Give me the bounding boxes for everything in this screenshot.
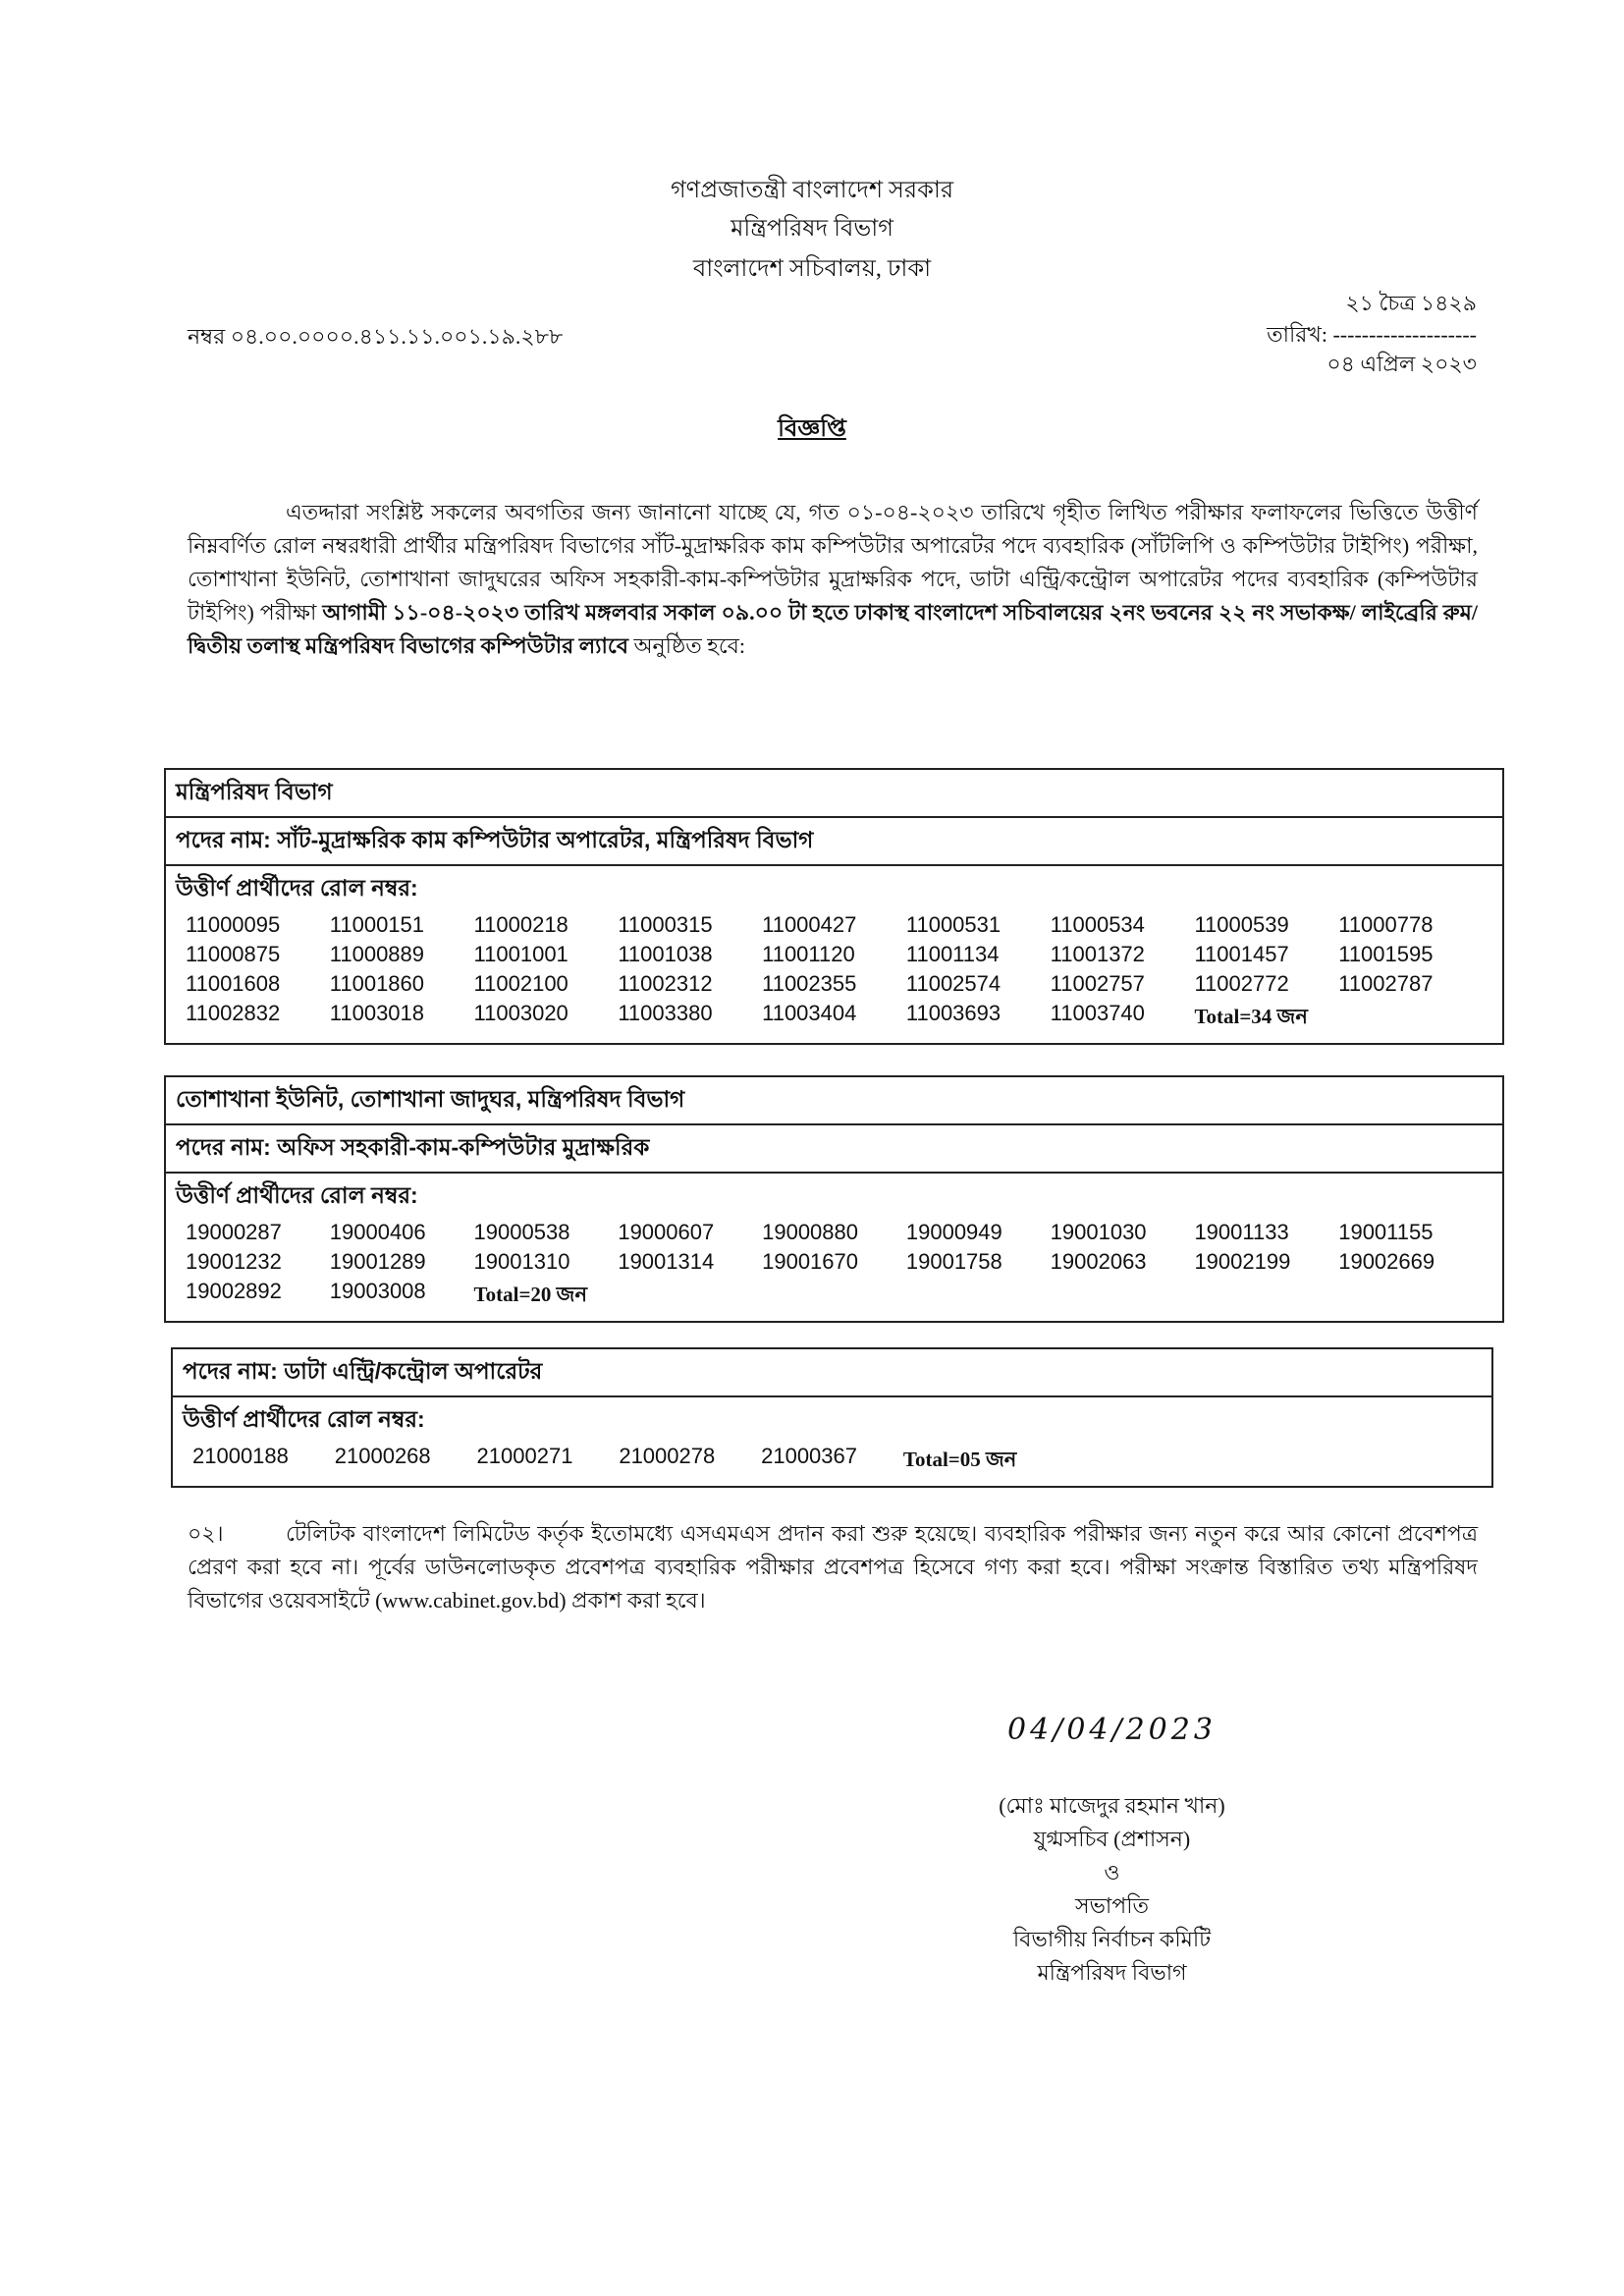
roll-number: 11000095	[186, 912, 281, 937]
signatory-designation: যুগ্মসচিব (প্রশাসন)	[1033, 1827, 1191, 1851]
note-number: ০২।	[188, 1521, 224, 1546]
date-gregorian: ০৪ এপ্রিল ২০২৩	[1326, 352, 1477, 376]
roll-number: 19000607	[618, 1220, 715, 1244]
roll-number: 19000880	[762, 1220, 858, 1244]
unit-name: মন্ত্রিপরিষদ বিভাগ	[165, 769, 1503, 817]
roll-label: উত্তীর্ণ প্রার্থীদের রোল নম্বর:	[176, 1182, 418, 1208]
roll-number: 11000889	[329, 942, 425, 966]
signatory-role: সভাপতি	[1074, 1893, 1150, 1918]
roll-number: 11000427	[762, 912, 857, 937]
roll-number-grid	[186, 1220, 1483, 1313]
roll-number: 11002312	[618, 971, 713, 996]
roll-number: 11001372	[1050, 942, 1145, 966]
office-address: বাংলাদেশ সচিবালয়, ঢাকা	[692, 256, 932, 282]
roll-number: 11002772	[1194, 971, 1289, 996]
roll-number: 19002892	[186, 1279, 282, 1303]
roll-number: 19001030	[1050, 1220, 1147, 1244]
roll-number: 11002355	[762, 971, 857, 996]
roll-number: 19000538	[473, 1220, 570, 1244]
total-count: Total=34 জন	[1194, 1005, 1308, 1028]
post-name: পদের নাম: অফিস সহকারী-কাম-কম্পিউটার মুদ্রাক্ষরিক	[165, 1124, 1503, 1173]
roll-number: 11002100	[473, 971, 568, 996]
roll-number: 19001289	[329, 1249, 426, 1274]
roll-label: উত্তীর্ণ প্রার্থীদের রোল নম্বর:	[183, 1406, 425, 1432]
roll-number: 19002063	[1050, 1249, 1147, 1274]
roll-number: 19001314	[618, 1249, 715, 1274]
intro-end: অনুষ্ঠিত হবে:	[627, 633, 746, 658]
note-text: টেলিটক বাংলাদেশ লিমিটেড কর্তৃক ইতোমধ্যে এসএমএস প্রদান করা শুরু হয়েছে। ব্যবহারিক পরীক্ষার জন্য নতুন করে আর কোনো প্রবেশপত্র প্রেরণ করা হবে না। পূর্বের ডাউনলোডকৃত প্রবেশপত্র ব্যবহারিক পরীক্ষার প্রবেশপত্র হিসেবে গণ্য করা হবে। পরীক্ষা সংক্রান্ত বিস্তারিত তথ্য মন্ত্রিপরিষদ বিভাগের ওয়েবসাইটে (www.cabinet.gov.bd) প্রকাশ করা হবে।	[188, 1521, 1478, 1613]
roll-number: 19000287	[186, 1220, 282, 1244]
roll-number: 11003018	[329, 1001, 425, 1025]
roll-number: 11002832	[186, 1001, 281, 1025]
roll-number: 11001001	[473, 942, 568, 966]
roll-number: 11000218	[473, 912, 568, 937]
roll-number: 19002199	[1194, 1249, 1291, 1274]
date-bangla: ২১ চৈত্র ১৪২৯	[1345, 291, 1477, 315]
intro-paragraph	[188, 496, 1478, 663]
results-table-cabinet	[164, 768, 1504, 1045]
roll-number: 11002574	[905, 971, 1001, 996]
roll-number: 11000534	[1050, 912, 1145, 937]
roll-number: 11000778	[1338, 912, 1434, 937]
roll-number: 11000151	[329, 912, 425, 937]
ministry-name: মন্ত্রিপরিষদ বিভাগ	[731, 216, 893, 242]
roll-number: 11001860	[329, 971, 425, 996]
roll-number: 21000188	[192, 1444, 289, 1468]
post-name: পদের নাম: ডাটা এন্ট্রি/কন্ট্রোল অপারেটর	[172, 1348, 1492, 1396]
roll-number: 11001038	[618, 942, 713, 966]
roll-number: 11000315	[618, 912, 713, 937]
intro-text: এতদ্দারা সংশ্লিষ্ট সকলের অবগতির জন্য জানানো যাচ্ছে যে, গত ০১-০৪-২০২৩ তারিখে গৃহীত লিখিত পরীক্ষার ফলাফলের ভিত্তিতে উত্তীর্ণ নিম্নবর্ণিত রোল নম্বরধারী প্রার্থীর মন্ত্রিপরিষদ বিভাগের সাঁট-মুদ্রাক্ষরিক কাম কম্পিউটার অপারেটর পদে ব্যবহারিক (সাঁটলিপি ও কম্পিউটার টাইপিং) পরীক্ষা, তোশাখানা ইউনিট, তোশাখানা জাদুঘরের অফিস সহকারী-কাম-কম্পিউটার মুদ্রাক্ষরিক পদে, ডাটা এন্ট্রি/কন্ট্রোল অপারেটর পদের ব্যবহারিক (কম্পিউটার টাইপিং) পরীক্ষা	[188, 500, 1478, 625]
roll-number-grid	[186, 912, 1483, 1035]
roll-number: 19001133	[1194, 1220, 1289, 1244]
post-name: পদের নাম: সাঁট-মুদ্রাক্ষরিক কাম কম্পিউটার অপারেটর, মন্ত্রিপরিষদ বিভাগ	[165, 817, 1503, 865]
total-count: Total=05 জন	[902, 1448, 1017, 1471]
signatory-block	[943, 1789, 1281, 1990]
roll-number: 21000268	[334, 1444, 431, 1468]
roll-number: 19001232	[186, 1249, 282, 1274]
roll-number: 19000949	[905, 1220, 1002, 1244]
roll-number: 11000539	[1194, 912, 1289, 937]
handwritten-signature-date: 04/04/2023	[1007, 1713, 1217, 1747]
roll-number: 19001758	[905, 1249, 1002, 1274]
results-table-data-entry	[171, 1347, 1493, 1488]
roll-number: 11003020	[473, 1001, 568, 1025]
roll-number: 19002669	[1338, 1249, 1435, 1274]
department-name: মন্ত্রিপরিষদ বিভাগ	[1037, 1960, 1187, 1985]
roll-number: 21000278	[619, 1444, 716, 1468]
roll-number: 11003380	[618, 1001, 713, 1025]
roll-label: উত্তীর্ণ প্রার্থীদের রোল নম্বর:	[176, 875, 418, 901]
govt-name: গণপ্রজাতন্ত্রী বাংলাদেশ সরকার	[670, 178, 954, 203]
roll-number-grid	[192, 1444, 1472, 1478]
notice-title: বিজ্ঞপ্তি	[778, 416, 846, 442]
roll-number: 11002787	[1338, 971, 1434, 996]
roll-number: 11001595	[1338, 942, 1434, 966]
roll-number: 19001310	[473, 1249, 570, 1274]
roll-number: 11003404	[762, 1001, 857, 1025]
total-count: Total=20 জন	[473, 1283, 587, 1306]
intro-bold-text: আগামী ১১-০৪-২০২৩ তারিখ মঙ্গলবার সকাল ০৯.০০ টা হতে ঢাকাস্থ বাংলাদেশ সচিবালয়ের ২নং ভবনের ২২ নং সভাকক্ষ/ লাইব্রেরি রুম/ দ্বিতীয় তলাস্থ মন্ত্রিপরিষদ বিভাগের কম্পিউটার ল্যাবে	[188, 600, 1478, 658]
signatory-name: (মোঃ মাজেদুর রহমান খান)	[999, 1793, 1225, 1818]
memo-number: নম্বর ০৪.০০.০০০০.৪১১.১১.০০১.১৯.২৮৮	[188, 324, 564, 349]
roll-number: 21000367	[761, 1444, 857, 1468]
unit-name: তোশাখানা ইউনিট, তোশাখানা জাদুঘর, মন্ত্রিপরিষদ বিভাগ	[165, 1076, 1503, 1124]
roll-number: 19003008	[329, 1279, 426, 1303]
date-label: তারিখ: --------------------	[1267, 322, 1477, 347]
roll-number: 11001608	[186, 971, 281, 996]
note-paragraph	[188, 1517, 1478, 1617]
committee-name: বিভাগীয় নির্বাচন কমিটি	[1012, 1927, 1212, 1951]
results-table-toshakhana	[164, 1075, 1504, 1323]
roll-number: 11001457	[1194, 942, 1289, 966]
roll-number: 19001670	[762, 1249, 858, 1274]
conjunction: ও	[1104, 1860, 1120, 1885]
roll-number: 11002757	[1050, 971, 1145, 996]
roll-number: 11003693	[905, 1001, 1001, 1025]
roll-number: 11000875	[186, 942, 281, 966]
roll-number: 21000271	[476, 1444, 573, 1468]
roll-number: 11001120	[762, 942, 855, 966]
roll-number: 11001134	[905, 942, 1000, 966]
roll-number: 19000406	[329, 1220, 426, 1244]
roll-number: 11000531	[905, 912, 1001, 937]
roll-number: 19001155	[1338, 1220, 1434, 1244]
roll-number: 11003740	[1050, 1001, 1145, 1025]
